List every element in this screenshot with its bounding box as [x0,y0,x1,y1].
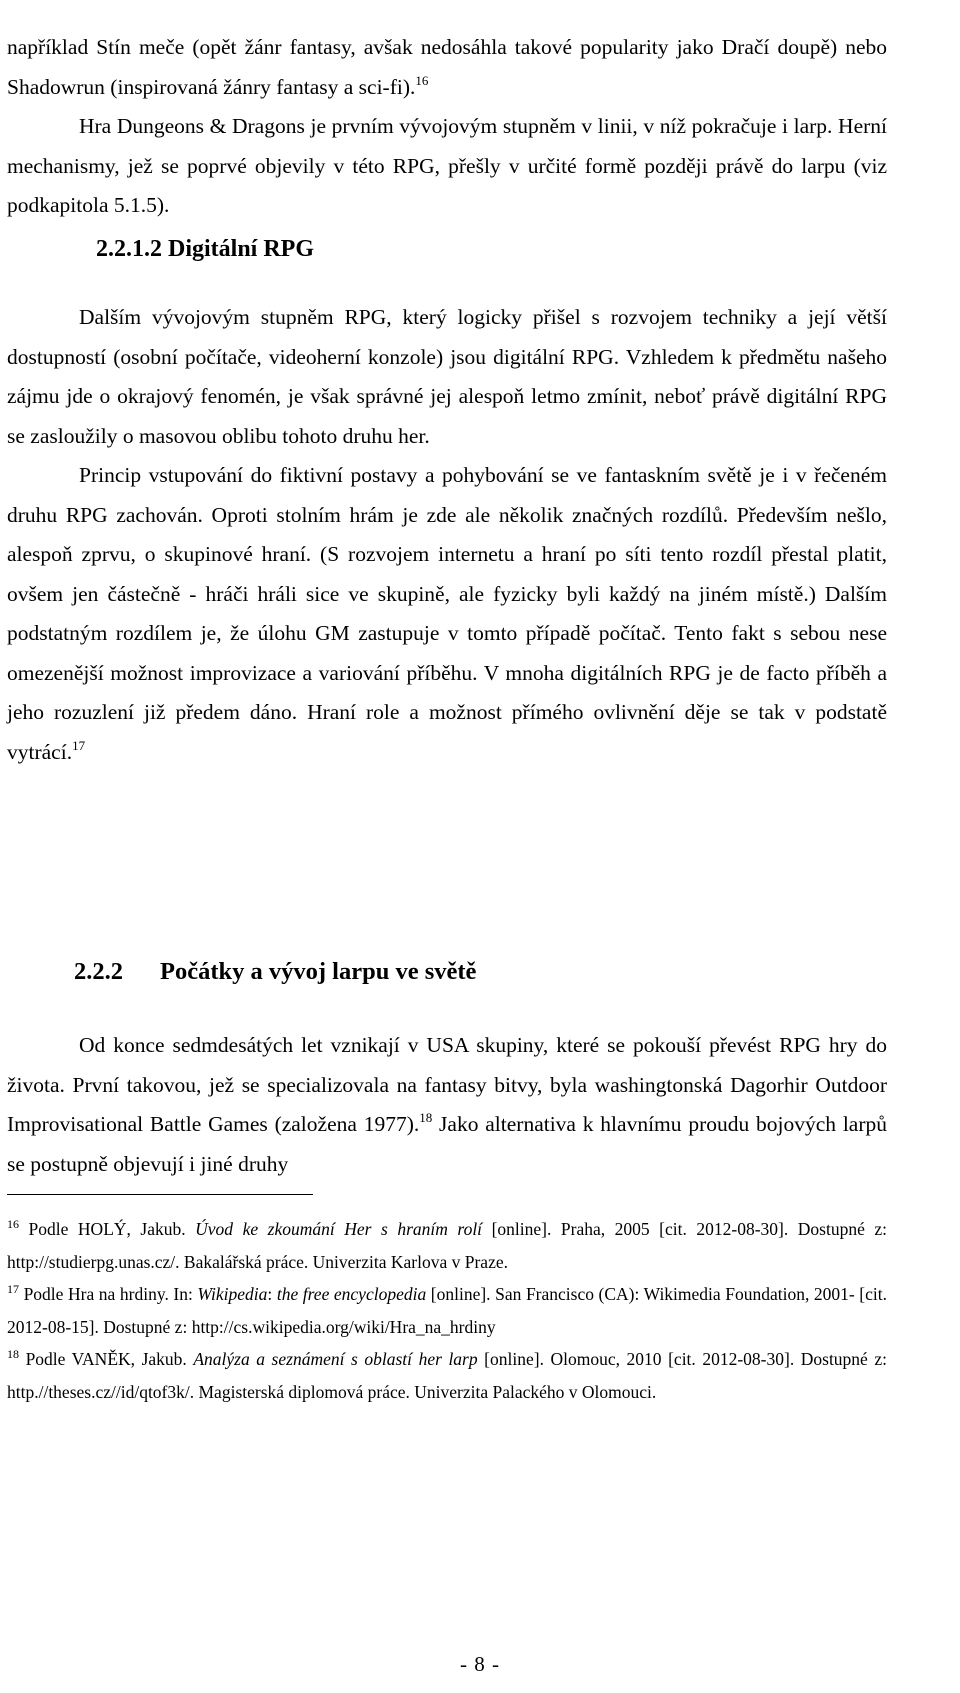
footnote-title: Úvod ke zkoumání Her s hraním rolí [195,1219,483,1239]
footnote-ref-18[interactable]: 18 [419,1110,433,1125]
section-text-block [7,1026,887,1184]
section-title: Počátky a vývoj larpu ve světě [160,958,477,985]
footnote-divider [7,1194,313,1195]
continued-text-block [7,28,887,226]
footnote-16: $^{16}$ Podle HOLÝ, Jakub. Úvod ke zkoumání Her s hraním rolí [online]. Praha, 2005 [cit. 2012-08-30]. Dostupné z: http://studierpg.unas.cz/. Bakalářská práce. Univerzita Karlova v Praze. [7,1217,887,1272]
paragraph-continued: například Stín meče (opět žánr fantasy, avšak nedosáhla takové popularity jako Dračí doupě) nebo Shadowrun (inspirovaná žánry fantasy a sci-fi).$^{16}$ [7,35,887,99]
footnote-ref-17[interactable]: 17 [72,737,86,753]
paragraph-origins: Od konce sedmdesátých let vznikají v USA skupiny, které se pokouší převést RPG hry do života. První takovou, jež se specializovala na fantasy bitvy, byla washingtonská Dagorhir Outdoor Improvisational Battle Games (založena 1977).$^{18}$ Jako alternativa k hlavnímu proudu bojových larpů se postupně objevují i jiné druhy [7,1033,888,1176]
subsection-heading: 2.2.1.2 Digitální RPG [96,236,315,262]
paragraph-digital-rpg: Dalším vývojovým stupněm RPG, který logicky přišel s rozvojem techniky a její větší dostupností (osobní počítače, videoherní konzole) jsou digitální RPG. Vzhledem k předmětu našeho zájmu jde o okrajový fenomén, je však správné jej alespoň letmo zmínit, neboť právě digitální RPG se zasloužily o masovou oblibu tohoto druhu her. [7,305,887,448]
footnotes [7,1213,887,1408]
footnote-title: Wikipedia [197,1284,268,1304]
paragraph-dnd: Hra Dungeons & Dragons je prvním vývojovým stupněm v linii, v níž pokračuje i larp. Herní mechanismy, jež se poprvé objevily v této RPG, přešly v určité formě později právě do larpu (viz podkapitola 5.1.5). [7,114,887,217]
footnote-ref-16[interactable]: 16 [415,72,429,88]
section-heading [74,958,476,986]
footnote-mark: 18 [7,1347,19,1361]
page-number: - 8 - [460,1652,500,1676]
footnote-17: $^{17}$ Podle Hra na hrdiny. In: Wikipedia: the free encyclopedia [online]. San Francisco (CA): Wikimedia Foundation, 2001- [cit. 2012-08-15]. Dostupné z: http://cs.wikipedia.org/wiki/Hra_na_hrdiny [7,1282,888,1337]
paragraph-principle: Princip vstupování do fiktivní postavy a pohybování se ve fantaskním světě je i v řečeném druhu RPG zachován. Oproti stolním hrám je zde ale několik značných rozdílů. Především nešlo, alespoň zprvu, o skupinové hraní. (S rozvojem internetu a hraní po síti tento rozdíl přestal platit, ovšem jen částečně - hráči hráli sice ve skupině, ale fyzicky byli každý na jiném místě.) Dalším podstatným rozdílem je, že úlohu GM zastupuje v tomto případě počítač. Tento fakt s sebou nese omezenější možnost improvizace a variování příběhu. V mnoha digitálních RPG je de facto příběh a jeho rozuzlení již předem dáno. Hraní role a možnost přímého ovlivnění děje se tak v podstatě vytrácí.$^{17}$ [7,463,887,764]
footnote-mark: 17 [7,1282,19,1296]
footnote-title: Analýza a seznámení s oblastí her larp [193,1349,478,1369]
section-number: 2.2.2 [74,958,123,985]
subsection-text-block [7,298,887,772]
footnote-subtitle: the free encyclopedia [276,1284,427,1304]
footnote-18: $^{18}$ Podle VANĚK, Jakub. Analýza a seznámení s oblastí her larp [online]. Olomouc, 2010 [cit. 2012-08-30]. Dostupné z: http.//theses.cz//id/qtof3k/. Magisterská diplomová práce. Univerzita Palackého v Olomouci. [7,1347,888,1402]
footnote-mark: 16 [7,1217,19,1231]
